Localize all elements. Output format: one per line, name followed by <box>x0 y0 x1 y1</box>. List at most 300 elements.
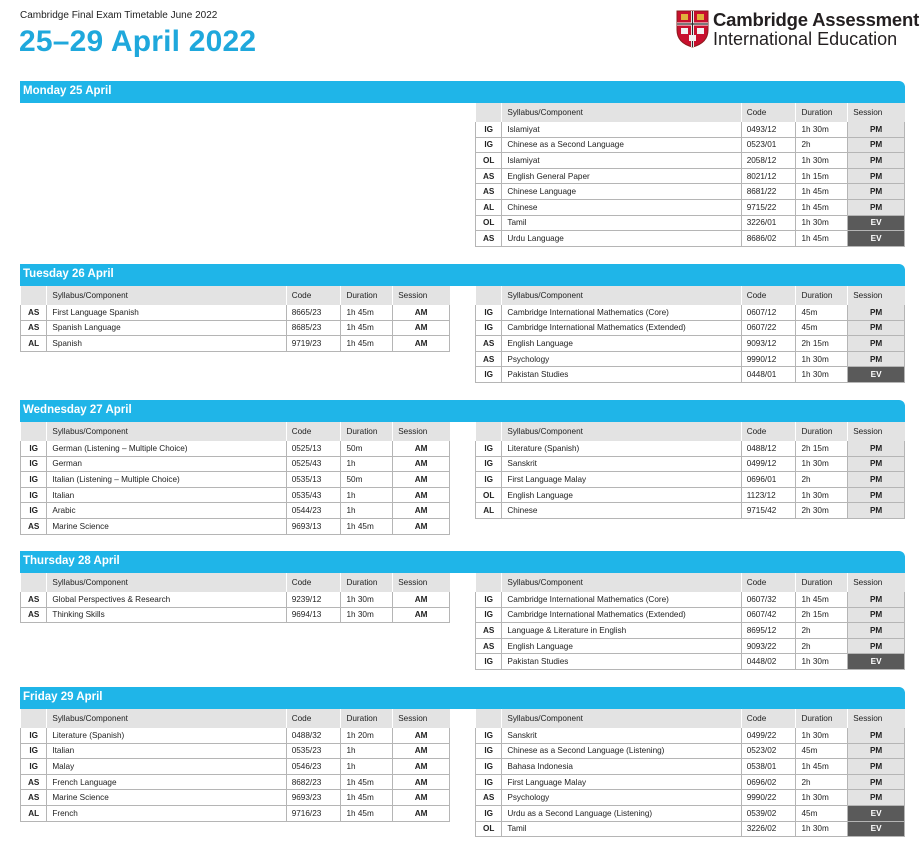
cell-session: PM <box>848 728 905 743</box>
cell-session: PM <box>848 472 905 488</box>
table-row <box>476 137 905 153</box>
table-row <box>476 821 905 837</box>
cell-duration: 1h <box>341 456 393 472</box>
cell-session: EV <box>848 215 905 231</box>
cell-duration: 2h <box>796 623 848 639</box>
cell-duration: 2h 15m <box>796 607 848 623</box>
cell-session: AM <box>393 805 450 821</box>
cell-level: OL <box>476 821 502 837</box>
cell-duration: 2h <box>796 137 848 153</box>
table-row <box>476 743 905 759</box>
table-row <box>476 215 905 231</box>
cell-session: PM <box>848 351 905 367</box>
cell-code: 9694/13 <box>286 607 341 623</box>
cell-code: 9093/12 <box>741 336 796 352</box>
cell-syllabus: Cambridge International Mathematics (Extended) <box>502 607 741 623</box>
cell-level: AS <box>476 231 502 247</box>
cell-duration: 1h <box>341 487 393 503</box>
cell-code: 0448/02 <box>741 654 796 670</box>
cell-code: 0488/32 <box>286 728 341 743</box>
day-header-bar <box>20 264 905 286</box>
cell-code: 8695/12 <box>741 623 796 639</box>
cell-session: PM <box>848 199 905 215</box>
cell-duration: 2h 30m <box>796 503 848 519</box>
table-row <box>476 336 905 352</box>
cell-syllabus: Chinese as a Second Language (Listening) <box>502 743 741 759</box>
cell-code: 9693/23 <box>286 790 341 806</box>
table-row <box>476 728 905 743</box>
cell-session: AM <box>393 774 450 790</box>
cell-duration: 1h 15m <box>796 168 848 184</box>
cell-session: AM <box>393 441 450 456</box>
cell-syllabus: French Language <box>47 774 286 790</box>
cell-level: IG <box>476 456 502 472</box>
cell-session: PM <box>848 336 905 352</box>
cell-code: 0607/42 <box>741 607 796 623</box>
cell-code: 9693/13 <box>286 518 341 534</box>
table-row <box>476 805 905 821</box>
cell-syllabus: Islamiyat <box>502 153 741 169</box>
cell-syllabus: First Language Malay <box>502 472 741 488</box>
cell-level: AS <box>21 305 47 320</box>
cell-level: AS <box>21 592 47 607</box>
cell-session: AM <box>393 790 450 806</box>
cell-level: AS <box>476 336 502 352</box>
column-header-syllabus: Syllabus/Component <box>502 573 741 592</box>
table-row <box>21 441 450 456</box>
table-row <box>476 184 905 200</box>
column-header-code: Code <box>286 709 341 728</box>
column-header-syllabus: Syllabus/Component <box>502 709 741 728</box>
table-row <box>21 518 450 534</box>
cell-duration: 2h <box>796 774 848 790</box>
column-header-duration: Duration <box>341 573 393 592</box>
cell-code: 9716/23 <box>286 805 341 821</box>
cambridge-logo <box>676 9 920 52</box>
cell-code: 0448/01 <box>741 367 796 383</box>
column-header-duration: Duration <box>796 573 848 592</box>
cell-duration: 1h 45m <box>341 774 393 790</box>
table-row <box>21 743 450 759</box>
column-header-syllabus: Syllabus/Component <box>47 286 286 305</box>
table-row <box>21 592 450 607</box>
cell-level: AL <box>476 503 502 519</box>
cell-level: AS <box>476 168 502 184</box>
cell-syllabus: Marine Science <box>47 518 286 534</box>
cell-level: AS <box>476 184 502 200</box>
cell-level: AL <box>21 336 47 352</box>
table-row <box>21 305 450 320</box>
cell-duration: 1h 30m <box>796 351 848 367</box>
cell-syllabus: Sanskrit <box>502 728 741 743</box>
cell-duration: 1h 30m <box>796 790 848 806</box>
table-row <box>476 231 905 247</box>
cell-level: IG <box>476 320 502 336</box>
cell-syllabus: Global Perspectives & Research <box>47 592 286 607</box>
cell-session: AM <box>393 305 450 320</box>
cell-level: IG <box>476 592 502 607</box>
cell-level: IG <box>21 503 47 519</box>
cell-code: 8681/22 <box>741 184 796 200</box>
day-header-bar <box>20 81 905 103</box>
column-header-duration: Duration <box>796 286 848 305</box>
cell-session: EV <box>848 821 905 837</box>
table-row <box>476 592 905 607</box>
cell-duration: 45m <box>796 305 848 320</box>
cell-session: EV <box>848 231 905 247</box>
table-row <box>21 336 450 352</box>
cell-session: PM <box>848 441 905 456</box>
day-label: Tuesday 26 April <box>23 268 114 280</box>
column-header-duration: Duration <box>341 286 393 305</box>
cell-duration: 1h 45m <box>341 336 393 352</box>
cell-level: OL <box>476 153 502 169</box>
cell-code: 3226/01 <box>741 215 796 231</box>
cell-level: IG <box>476 805 502 821</box>
table-row <box>21 472 450 488</box>
cell-session: AM <box>393 743 450 759</box>
cell-level: IG <box>476 743 502 759</box>
cell-level: IG <box>21 728 47 743</box>
cell-duration: 1h 30m <box>796 821 848 837</box>
column-header-syllabus: Syllabus/Component <box>47 709 286 728</box>
cell-session: PM <box>848 487 905 503</box>
cell-duration: 1h 30m <box>796 654 848 670</box>
day-label: Friday 29 April <box>23 691 103 703</box>
cell-syllabus: English Language <box>502 487 741 503</box>
cell-level: AS <box>21 774 47 790</box>
column-header-level <box>476 422 502 441</box>
day-header-bar <box>20 400 905 422</box>
cell-session: AM <box>393 503 450 519</box>
cell-level: IG <box>476 774 502 790</box>
table-row <box>476 790 905 806</box>
cell-syllabus: Chinese Language <box>502 184 741 200</box>
cell-duration: 1h 30m <box>796 367 848 383</box>
cell-code: 0696/01 <box>741 472 796 488</box>
cell-level: AS <box>476 638 502 654</box>
cell-session: PM <box>848 122 905 137</box>
cell-code: 0523/02 <box>741 743 796 759</box>
afternoon-table <box>475 573 905 670</box>
cell-session: PM <box>848 320 905 336</box>
cell-level: AS <box>476 790 502 806</box>
morning-table <box>20 573 450 623</box>
cell-duration: 1h 45m <box>341 305 393 320</box>
cell-level: AS <box>476 351 502 367</box>
cell-duration: 1h 45m <box>796 184 848 200</box>
cell-syllabus: Italian <box>47 743 286 759</box>
cell-session: PM <box>848 623 905 639</box>
cell-code: 8686/02 <box>741 231 796 247</box>
cell-level: IG <box>476 305 502 320</box>
cell-duration: 1h 45m <box>341 790 393 806</box>
cell-session: PM <box>848 168 905 184</box>
shield-icon <box>676 10 709 48</box>
column-header-code: Code <box>741 422 796 441</box>
cell-code: 9990/22 <box>741 790 796 806</box>
column-header-session: Session <box>848 573 905 592</box>
table-row <box>476 623 905 639</box>
cell-syllabus: English Language <box>502 336 741 352</box>
cell-syllabus: Tamil <box>502 215 741 231</box>
cell-level: IG <box>476 728 502 743</box>
day-label: Monday 25 April <box>23 85 112 97</box>
cell-syllabus: Italian <box>47 487 286 503</box>
cell-syllabus: Cambridge International Mathematics (Core) <box>502 592 741 607</box>
cell-syllabus: Spanish <box>47 336 286 352</box>
cell-code: 9715/42 <box>741 503 796 519</box>
cell-level: AS <box>21 320 47 336</box>
cell-code: 0535/23 <box>286 743 341 759</box>
column-header-code: Code <box>741 103 796 122</box>
cell-syllabus: Cambridge International Mathematics (Extended) <box>502 320 741 336</box>
cell-code: 9239/12 <box>286 592 341 607</box>
table-row <box>21 503 450 519</box>
cell-session: PM <box>848 638 905 654</box>
cell-code: 8021/12 <box>741 168 796 184</box>
table-row <box>476 759 905 775</box>
cell-session: EV <box>848 654 905 670</box>
day-label: Thursday 28 April <box>23 555 120 567</box>
cell-duration: 1h <box>341 503 393 519</box>
cell-level: AL <box>476 199 502 215</box>
column-header-code: Code <box>741 709 796 728</box>
afternoon-table <box>475 709 905 837</box>
cell-duration: 50m <box>341 441 393 456</box>
morning-table <box>20 422 450 535</box>
table-row <box>21 805 450 821</box>
cell-duration: 1h <box>341 743 393 759</box>
table-row <box>476 503 905 519</box>
cell-code: 0499/22 <box>741 728 796 743</box>
table-row <box>21 759 450 775</box>
cell-duration: 2h 15m <box>796 441 848 456</box>
cell-level: AL <box>21 805 47 821</box>
cell-syllabus: Chinese <box>502 503 741 519</box>
table-row <box>476 153 905 169</box>
cell-duration: 1h 30m <box>341 592 393 607</box>
table-row <box>476 320 905 336</box>
cell-level: IG <box>21 743 47 759</box>
cell-code: 0523/01 <box>741 137 796 153</box>
cell-code: 0535/43 <box>286 487 341 503</box>
cell-code: 0607/22 <box>741 320 796 336</box>
cell-session: AM <box>393 592 450 607</box>
cell-level: AS <box>21 518 47 534</box>
cell-level: AS <box>21 607 47 623</box>
cell-code: 3226/02 <box>741 821 796 837</box>
cell-syllabus: Chinese as a Second Language <box>502 137 741 153</box>
column-header-syllabus: Syllabus/Component <box>502 103 741 122</box>
column-header-session: Session <box>393 709 450 728</box>
cell-syllabus: Italian (Listening – Multiple Choice) <box>47 472 286 488</box>
cell-duration: 1h <box>341 759 393 775</box>
table-row <box>476 199 905 215</box>
morning-table <box>20 709 450 822</box>
afternoon-table <box>475 103 905 247</box>
table-row <box>21 320 450 336</box>
table-row <box>21 774 450 790</box>
cell-duration: 1h 30m <box>796 728 848 743</box>
cell-duration: 1h 45m <box>341 805 393 821</box>
cell-syllabus: Language & Literature in English <box>502 623 741 639</box>
day-header-bar <box>20 687 905 709</box>
afternoon-table <box>475 422 905 519</box>
cell-duration: 1h 45m <box>341 518 393 534</box>
cell-duration: 50m <box>341 472 393 488</box>
table-row <box>476 607 905 623</box>
cell-session: EV <box>848 367 905 383</box>
cell-syllabus: Literature (Spanish) <box>502 441 741 456</box>
column-header-syllabus: Syllabus/Component <box>47 422 286 441</box>
column-header-session: Session <box>848 422 905 441</box>
cell-session: AM <box>393 336 450 352</box>
table-row <box>476 441 905 456</box>
cell-code: 9093/22 <box>741 638 796 654</box>
column-header-session: Session <box>393 422 450 441</box>
column-header-level <box>21 573 47 592</box>
table-row <box>476 638 905 654</box>
column-header-code: Code <box>286 286 341 305</box>
cell-duration: 1h 45m <box>796 231 848 247</box>
cell-session: PM <box>848 607 905 623</box>
cell-session: AM <box>393 320 450 336</box>
cell-duration: 1h 30m <box>796 122 848 137</box>
cell-level: IG <box>476 759 502 775</box>
cell-code: 0525/43 <box>286 456 341 472</box>
cell-duration: 1h 45m <box>796 199 848 215</box>
table-row <box>476 472 905 488</box>
cell-duration: 1h 30m <box>341 607 393 623</box>
cell-syllabus: Thinking Skills <box>47 607 286 623</box>
cell-session: PM <box>848 153 905 169</box>
cell-level: AS <box>476 623 502 639</box>
logo-line-1: Cambridge Assessment <box>713 9 920 30</box>
column-header-duration: Duration <box>796 103 848 122</box>
cell-syllabus: Sanskrit <box>502 456 741 472</box>
cell-syllabus: Psychology <box>502 790 741 806</box>
afternoon-table <box>475 286 905 383</box>
cell-session: PM <box>848 137 905 153</box>
cell-syllabus: Literature (Spanish) <box>47 728 286 743</box>
cell-duration: 1h 30m <box>796 487 848 503</box>
cell-code: 0535/13 <box>286 472 341 488</box>
cell-level: IG <box>476 122 502 137</box>
column-header-session: Session <box>848 709 905 728</box>
cell-level: IG <box>476 654 502 670</box>
cell-syllabus: German <box>47 456 286 472</box>
table-row <box>476 122 905 137</box>
column-header-duration: Duration <box>341 709 393 728</box>
cell-level: IG <box>21 441 47 456</box>
table-row <box>476 774 905 790</box>
cell-level: IG <box>21 456 47 472</box>
cell-syllabus: English General Paper <box>502 168 741 184</box>
cell-session: EV <box>848 805 905 821</box>
cell-duration: 1h 30m <box>796 153 848 169</box>
cell-code: 8682/23 <box>286 774 341 790</box>
cell-level: IG <box>476 472 502 488</box>
table-row <box>476 367 905 383</box>
cell-syllabus: English Language <box>502 638 741 654</box>
cell-session: PM <box>848 503 905 519</box>
cell-syllabus: Bahasa Indonesia <box>502 759 741 775</box>
morning-table <box>20 286 450 352</box>
cell-level: IG <box>476 137 502 153</box>
cell-syllabus: Urdu Language <box>502 231 741 247</box>
cell-syllabus: French <box>47 805 286 821</box>
cell-session: PM <box>848 305 905 320</box>
cell-code: 0544/23 <box>286 503 341 519</box>
cell-code: 8665/23 <box>286 305 341 320</box>
cell-duration: 1h 45m <box>341 320 393 336</box>
cell-syllabus: Cambridge International Mathematics (Core) <box>502 305 741 320</box>
cell-duration: 1h 30m <box>796 215 848 231</box>
column-header-code: Code <box>741 286 796 305</box>
cell-code: 0499/12 <box>741 456 796 472</box>
column-header-level <box>21 286 47 305</box>
cell-duration: 1h 45m <box>796 759 848 775</box>
cell-syllabus: Arabic <box>47 503 286 519</box>
cell-code: 0493/12 <box>741 122 796 137</box>
column-header-syllabus: Syllabus/Component <box>47 573 286 592</box>
table-row <box>21 790 450 806</box>
cell-session: PM <box>848 184 905 200</box>
table-row <box>476 654 905 670</box>
column-header-duration: Duration <box>341 422 393 441</box>
cell-syllabus: Marine Science <box>47 790 286 806</box>
cell-code: 2058/12 <box>741 153 796 169</box>
cell-syllabus: Psychology <box>502 351 741 367</box>
column-header-level <box>476 286 502 305</box>
cell-duration: 1h 30m <box>796 456 848 472</box>
column-header-syllabus: Syllabus/Component <box>502 286 741 305</box>
day-header-bar <box>20 551 905 573</box>
column-header-level <box>21 422 47 441</box>
cell-session: PM <box>848 743 905 759</box>
cell-syllabus: Chinese <box>502 199 741 215</box>
cell-level: IG <box>476 367 502 383</box>
column-header-code: Code <box>741 573 796 592</box>
cell-session: AM <box>393 759 450 775</box>
column-header-session: Session <box>848 286 905 305</box>
column-header-level <box>476 103 502 122</box>
column-header-session: Session <box>393 286 450 305</box>
column-header-session: Session <box>848 103 905 122</box>
table-row <box>21 487 450 503</box>
column-header-code: Code <box>286 573 341 592</box>
cell-session: AM <box>393 518 450 534</box>
cell-level: AS <box>21 790 47 806</box>
cell-session: AM <box>393 456 450 472</box>
cell-duration: 1h 20m <box>341 728 393 743</box>
cell-session: PM <box>848 790 905 806</box>
document-subtitle: Cambridge Final Exam Timetable June 2022 <box>20 10 218 21</box>
cell-syllabus: German (Listening – Multiple Choice) <box>47 441 286 456</box>
page-title: 25–29 April 2022 <box>19 25 257 58</box>
cell-code: 0546/23 <box>286 759 341 775</box>
cell-level: IG <box>476 607 502 623</box>
table-row <box>476 168 905 184</box>
column-header-level <box>21 709 47 728</box>
table-row <box>21 456 450 472</box>
cell-code: 9719/23 <box>286 336 341 352</box>
cell-code: 0696/02 <box>741 774 796 790</box>
column-header-level <box>476 573 502 592</box>
column-header-duration: Duration <box>796 422 848 441</box>
table-row <box>21 607 450 623</box>
